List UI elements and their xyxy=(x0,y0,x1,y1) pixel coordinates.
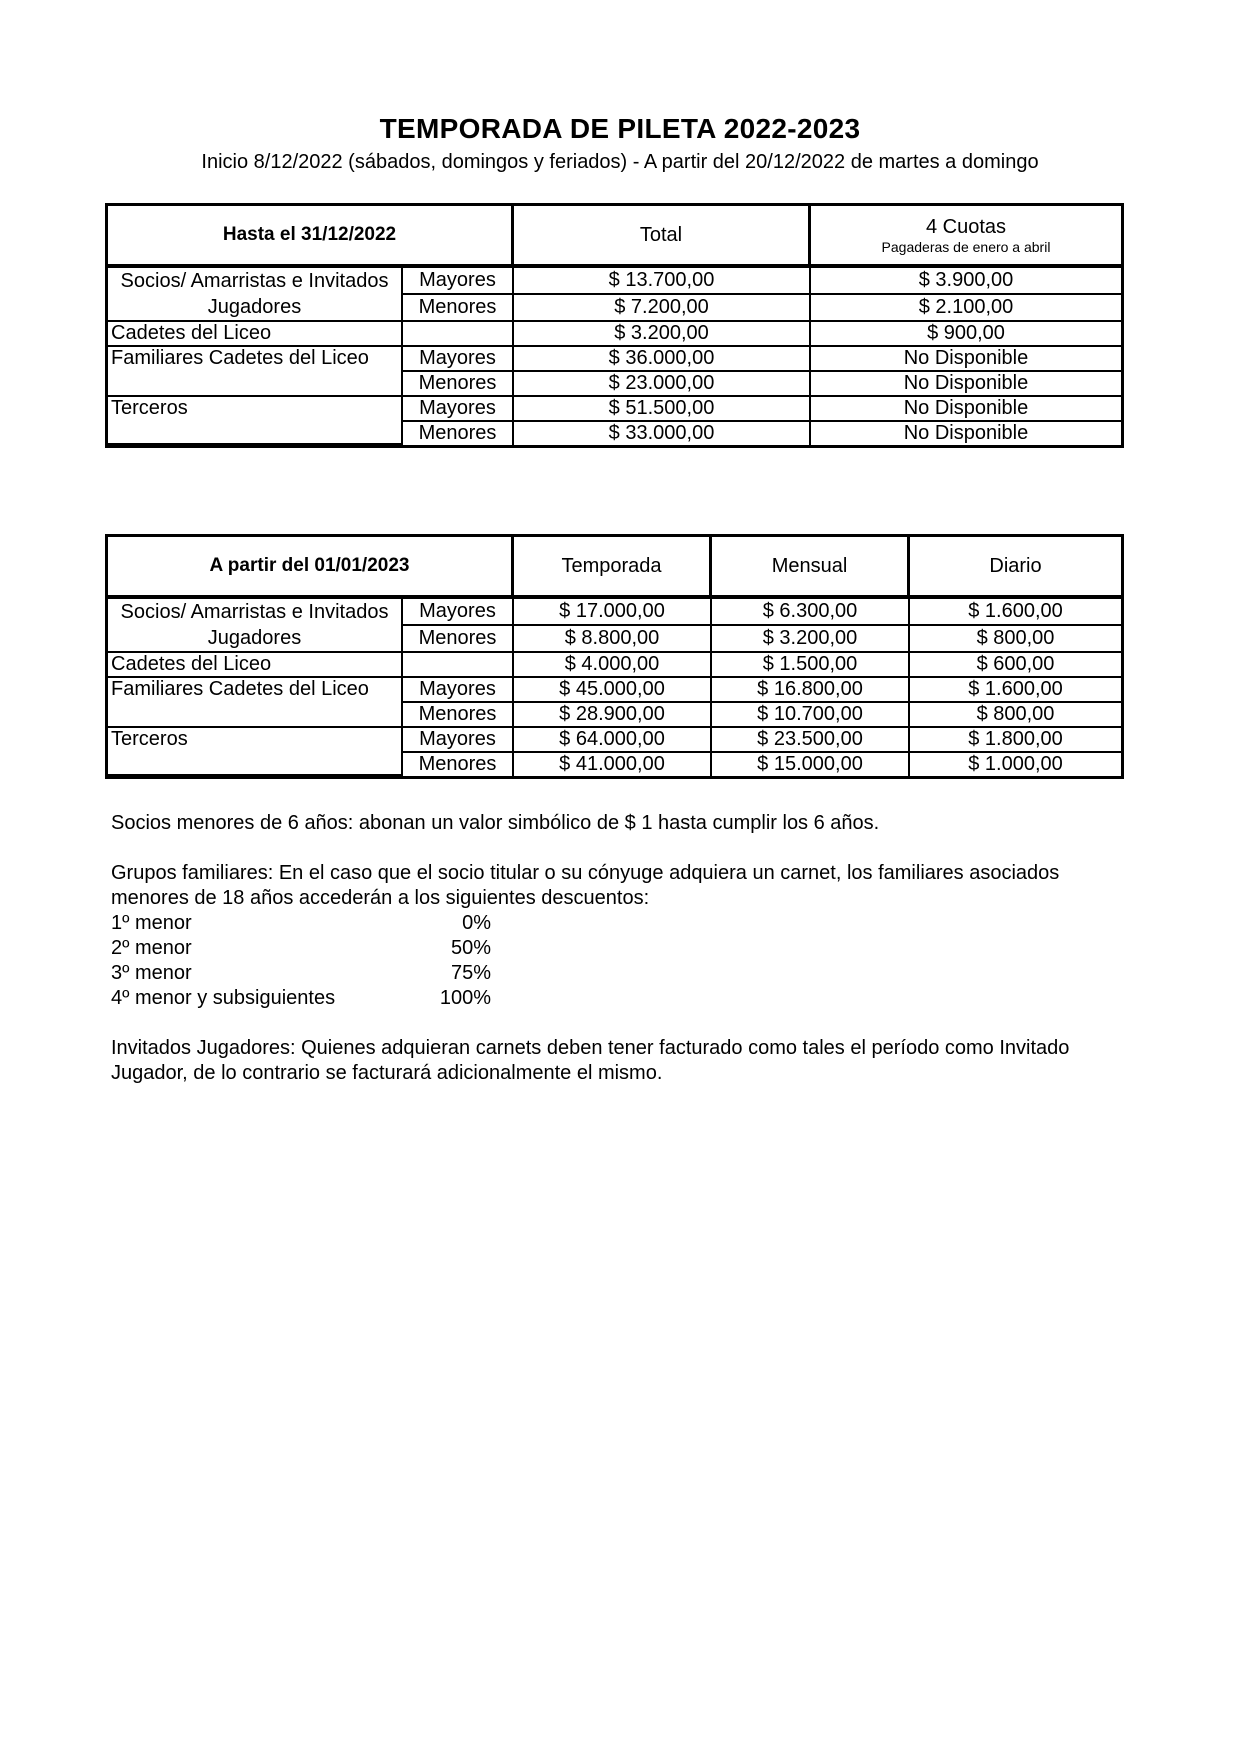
category-line: Socios/ Amarristas e Invitados xyxy=(120,601,389,623)
discount-label: 2º menor xyxy=(111,937,192,959)
category-line: Jugadores xyxy=(207,627,302,649)
subcategory-cell: Menores xyxy=(403,626,514,653)
table-row xyxy=(108,599,1121,626)
category-cell: Cadetes del Liceo xyxy=(108,322,403,347)
temporada-cell: $ 45.000,00 xyxy=(514,678,712,703)
column-header-total: Total xyxy=(514,206,811,268)
cuotas-cell: $ 900,00 xyxy=(811,322,1121,347)
cuotas-cell: No Disponible xyxy=(811,347,1121,372)
discount-label: 1º menor xyxy=(111,912,192,934)
table-header-period: Hasta el 31/12/2022 xyxy=(108,206,514,268)
subcategory-cell: Mayores xyxy=(403,397,514,422)
diario-cell: $ 1.800,00 xyxy=(910,728,1121,753)
table-row xyxy=(108,322,1121,347)
category-cell: Familiares Cadetes del Liceo xyxy=(108,347,403,397)
subcategory-cell: Menores xyxy=(403,372,514,397)
cuotas-cell: No Disponible xyxy=(811,372,1121,397)
discount-label: 4º menor y subsiguientes xyxy=(111,987,336,1009)
table-row xyxy=(108,397,1121,422)
discount-value: 75% xyxy=(450,962,491,984)
column-header-cuotas xyxy=(811,206,1121,268)
subcategory-cell: Menores xyxy=(403,753,514,776)
total-cell: $ 51.500,00 xyxy=(514,397,811,422)
discount-row xyxy=(111,936,1131,961)
diario-cell: $ 1.600,00 xyxy=(910,678,1121,703)
mensual-cell: $ 10.700,00 xyxy=(712,703,910,728)
temporada-cell: $ 64.000,00 xyxy=(514,728,712,753)
discount-row xyxy=(111,961,1131,986)
temporada-cell: $ 28.900,00 xyxy=(514,703,712,728)
note-grupos-line: Grupos familiares: En el caso que el socio titular o su cónyuge adquiera un carnet, los familiares asociados xyxy=(111,862,1060,884)
diario-cell: $ 1.000,00 xyxy=(968,753,1063,775)
note-invitados-line: Invitados Jugadores: Quienes adquieran carnets deben tener facturado como tales el período como Invitado xyxy=(111,1037,1070,1059)
table-row xyxy=(108,728,1121,753)
tarifas-table-2022 xyxy=(105,203,1124,448)
mensual-cell: $ 3.200,00 xyxy=(712,626,910,653)
category-cell xyxy=(108,599,403,653)
table-row xyxy=(108,347,1121,372)
total-cell: $ 23.000,00 xyxy=(514,372,811,397)
subcategory-cell xyxy=(403,322,514,347)
column-header-diario: Diario xyxy=(910,537,1121,599)
tarifas-table-2023 xyxy=(105,534,1124,779)
note-grupos-line: menores de 18 años accederán a los siguientes descuentos: xyxy=(111,887,650,909)
category-cell: Familiares Cadetes del Liceo xyxy=(108,678,403,728)
discount-value: 100% xyxy=(439,987,491,1009)
diario-cell: $ 800,00 xyxy=(910,703,1121,728)
cuotas-cell: $ 3.900,00 xyxy=(811,268,1121,295)
total-cell: $ 33.000,00 xyxy=(514,422,811,445)
table-header-row xyxy=(108,206,1121,268)
table-header-row xyxy=(108,537,1121,599)
subcategory-cell xyxy=(403,653,514,678)
discount-row xyxy=(111,986,1131,1011)
page-subtitle: Inicio 8/12/2022 (sábados, domingos y feriados) - A partir del 20/12/2022 de martes a domingo xyxy=(201,151,1039,173)
category-cell xyxy=(108,268,403,322)
subcategory-cell: Mayores xyxy=(403,728,514,753)
diario-cell: $ 800,00 xyxy=(910,626,1121,653)
mensual-cell: $ 16.800,00 xyxy=(712,678,910,703)
table-row xyxy=(108,653,1121,678)
category-cell: Terceros xyxy=(108,728,403,776)
cuotas-cell: No Disponible xyxy=(811,397,1121,422)
note-invitados-line: Jugador, de lo contrario se facturará adicionalmente el mismo. xyxy=(111,1062,663,1084)
subcategory-cell: Mayores xyxy=(403,599,514,626)
cuotas-cell: $ 2.100,00 xyxy=(811,295,1121,322)
category-line: Jugadores xyxy=(207,296,302,318)
subcategory-cell: Menores xyxy=(403,703,514,728)
diario-cell: $ 600,00 xyxy=(910,653,1121,678)
total-cell: $ 3.200,00 xyxy=(514,322,811,347)
total-cell: $ 13.700,00 xyxy=(514,268,811,295)
table-row xyxy=(108,268,1121,295)
table-row xyxy=(108,678,1121,703)
category-cell: Terceros xyxy=(108,397,403,445)
mensual-cell: $ 6.300,00 xyxy=(712,599,910,626)
temporada-cell: $ 4.000,00 xyxy=(514,653,712,678)
category-cell: Cadetes del Liceo xyxy=(108,653,403,678)
notes-section xyxy=(111,811,1131,1086)
cuotas-label: 4 Cuotas xyxy=(925,216,1007,238)
cuotas-note: Pagaderas de enero a abril xyxy=(881,239,1051,255)
subcategory-cell: Mayores xyxy=(403,268,514,295)
discount-label: 3º menor xyxy=(111,962,192,984)
discount-row xyxy=(111,911,1131,936)
subcategory-cell: Mayores xyxy=(403,347,514,372)
note-socios-menores: Socios menores de 6 años: abonan un valor simbólico de $ 1 hasta cumplir los 6 años. xyxy=(111,812,880,834)
total-cell: $ 36.000,00 xyxy=(514,347,811,372)
category-line: Socios/ Amarristas e Invitados xyxy=(120,270,389,292)
subcategory-cell: Menores xyxy=(403,422,514,445)
column-header-mensual: Mensual xyxy=(712,537,910,599)
mensual-cell: $ 15.000,00 xyxy=(712,753,910,776)
temporada-cell: $ 41.000,00 xyxy=(514,753,712,776)
subcategory-cell: Menores xyxy=(403,295,514,322)
page-title: TEMPORADA DE PILETA 2022-2023 xyxy=(379,113,861,144)
diario-cell: $ 1.600,00 xyxy=(910,599,1121,626)
discount-value: 0% xyxy=(462,912,491,934)
mensual-cell: $ 23.500,00 xyxy=(712,728,910,753)
column-header-temporada: Temporada xyxy=(514,537,712,599)
temporada-cell: $ 17.000,00 xyxy=(514,599,712,626)
subcategory-cell: Mayores xyxy=(403,678,514,703)
temporada-cell: $ 8.800,00 xyxy=(514,626,712,653)
discount-value: 50% xyxy=(450,937,491,959)
total-cell: $ 7.200,00 xyxy=(514,295,811,322)
cuotas-cell: No Disponible xyxy=(903,422,1029,444)
mensual-cell: $ 1.500,00 xyxy=(712,653,910,678)
table-header-period: A partir del 01/01/2023 xyxy=(108,537,514,599)
